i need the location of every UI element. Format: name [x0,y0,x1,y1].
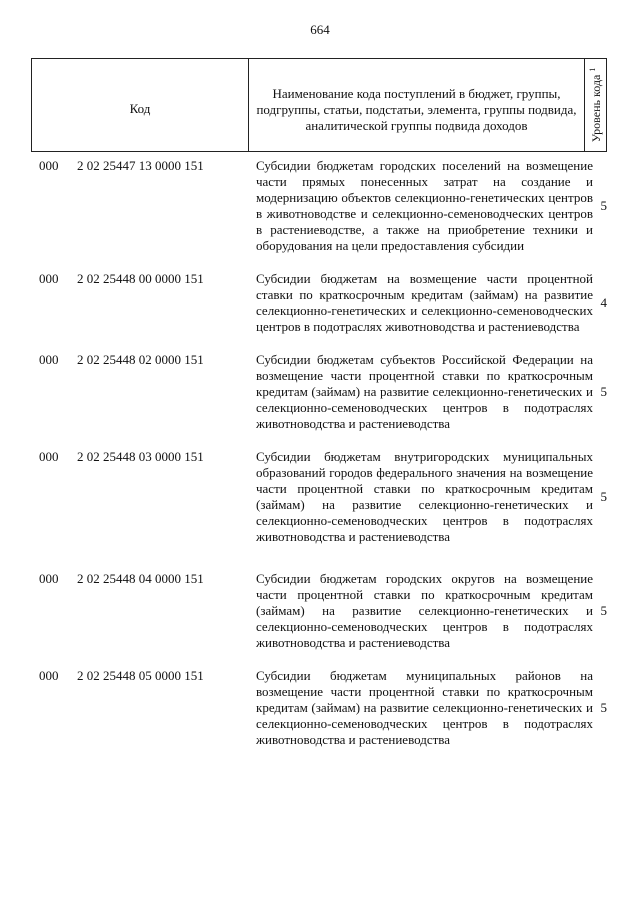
table-row [31,449,607,545]
code-level: 5 [600,603,607,618]
admin-code: 000 [39,571,59,586]
admin-code: 000 [39,158,59,173]
table-row [31,668,607,748]
table-row [31,271,607,335]
revenue-code: 2 02 25448 05 0000 151 [77,668,204,683]
admin-code: 000 [39,271,59,286]
admin-code: 000 [39,352,59,367]
header-name: Наименование кода поступлений в бюджет, группы, подгруппы, статьи, подстатьи, элемента, группы подвида, аналитической группы подвида доходов [256,86,577,133]
revenue-name: Субсидии бюджетам на возмещение части процентной ставки по краткосрочным кредитам (займам) на развитие селекционно-генетических и селекционно-семеноводческих центров в подотраслях животноводства и растениеводства [256,271,593,334]
revenue-name: Субсидии бюджетам внутригородских муниципальных образований городов федерального значения на возмещение части процентной ставки по краткосрочным кредитам (займам) на развитие селекционно-генетических и селекционно-семеноводческих центров в подотраслях животноводства и растениеводства [256,449,593,544]
page-number: 664 [310,22,330,37]
admin-code: 000 [39,668,59,683]
table-row [31,571,607,651]
table-body [31,152,607,748]
table-row [31,352,607,432]
code-level: 4 [600,295,607,310]
header-level [585,59,607,151]
revenue-code: 2 02 25448 00 0000 151 [77,271,204,286]
header-code: Код [129,101,151,116]
code-level: 5 [600,700,607,715]
revenue-code: 2 02 25448 04 0000 151 [77,571,204,586]
revenue-name: Субсидии бюджетам субъектов Российской Федерации на возмещение части процентной ставки по краткосрочным кредитам (займам) на развитие селекционно-генетических и селекционно-семеноводческих центров в подотраслях животноводства и растениеводства [256,352,593,431]
code-level: 5 [600,198,607,213]
revenue-code: 2 02 25448 03 0000 151 [77,449,204,464]
revenue-code: 2 02 25448 02 0000 151 [77,352,204,367]
admin-code: 000 [39,449,59,464]
revenue-code: 2 02 25447 13 0000 151 [77,158,204,173]
header-level-label: Уровень кода [589,74,603,143]
revenue-name: Субсидии бюджетам городских поселений на возмещение части прямых понесенных затрат на создание и модернизацию объектов селекционно-генетических центров в животноводстве и селекционно-семеноводческих центров в растениеводстве, а также на приобретение техники и оборудования на цели предоставления субсидии [256,158,593,253]
revenue-name: Субсидии бюджетам муниципальных районов на возмещение части процентной ставки по краткосрочным кредитам (займам) на развитие селекционно-генетических и селекционно-семеноводческих центров в подотраслях животноводства и растениеводства [256,668,593,747]
code-level: 5 [600,384,607,399]
table-row [31,158,607,254]
revenue-name: Субсидии бюджетам городских округов на возмещение части процентной ставки по краткосрочным кредитам (займам) на развитие селекционно-генетических и селекционно-семеноводческих центров в подотраслях животноводства и растениеводства [256,571,593,650]
table-header [31,58,607,152]
code-level: 5 [600,489,607,504]
header-level-footnote: 1 [588,67,597,72]
